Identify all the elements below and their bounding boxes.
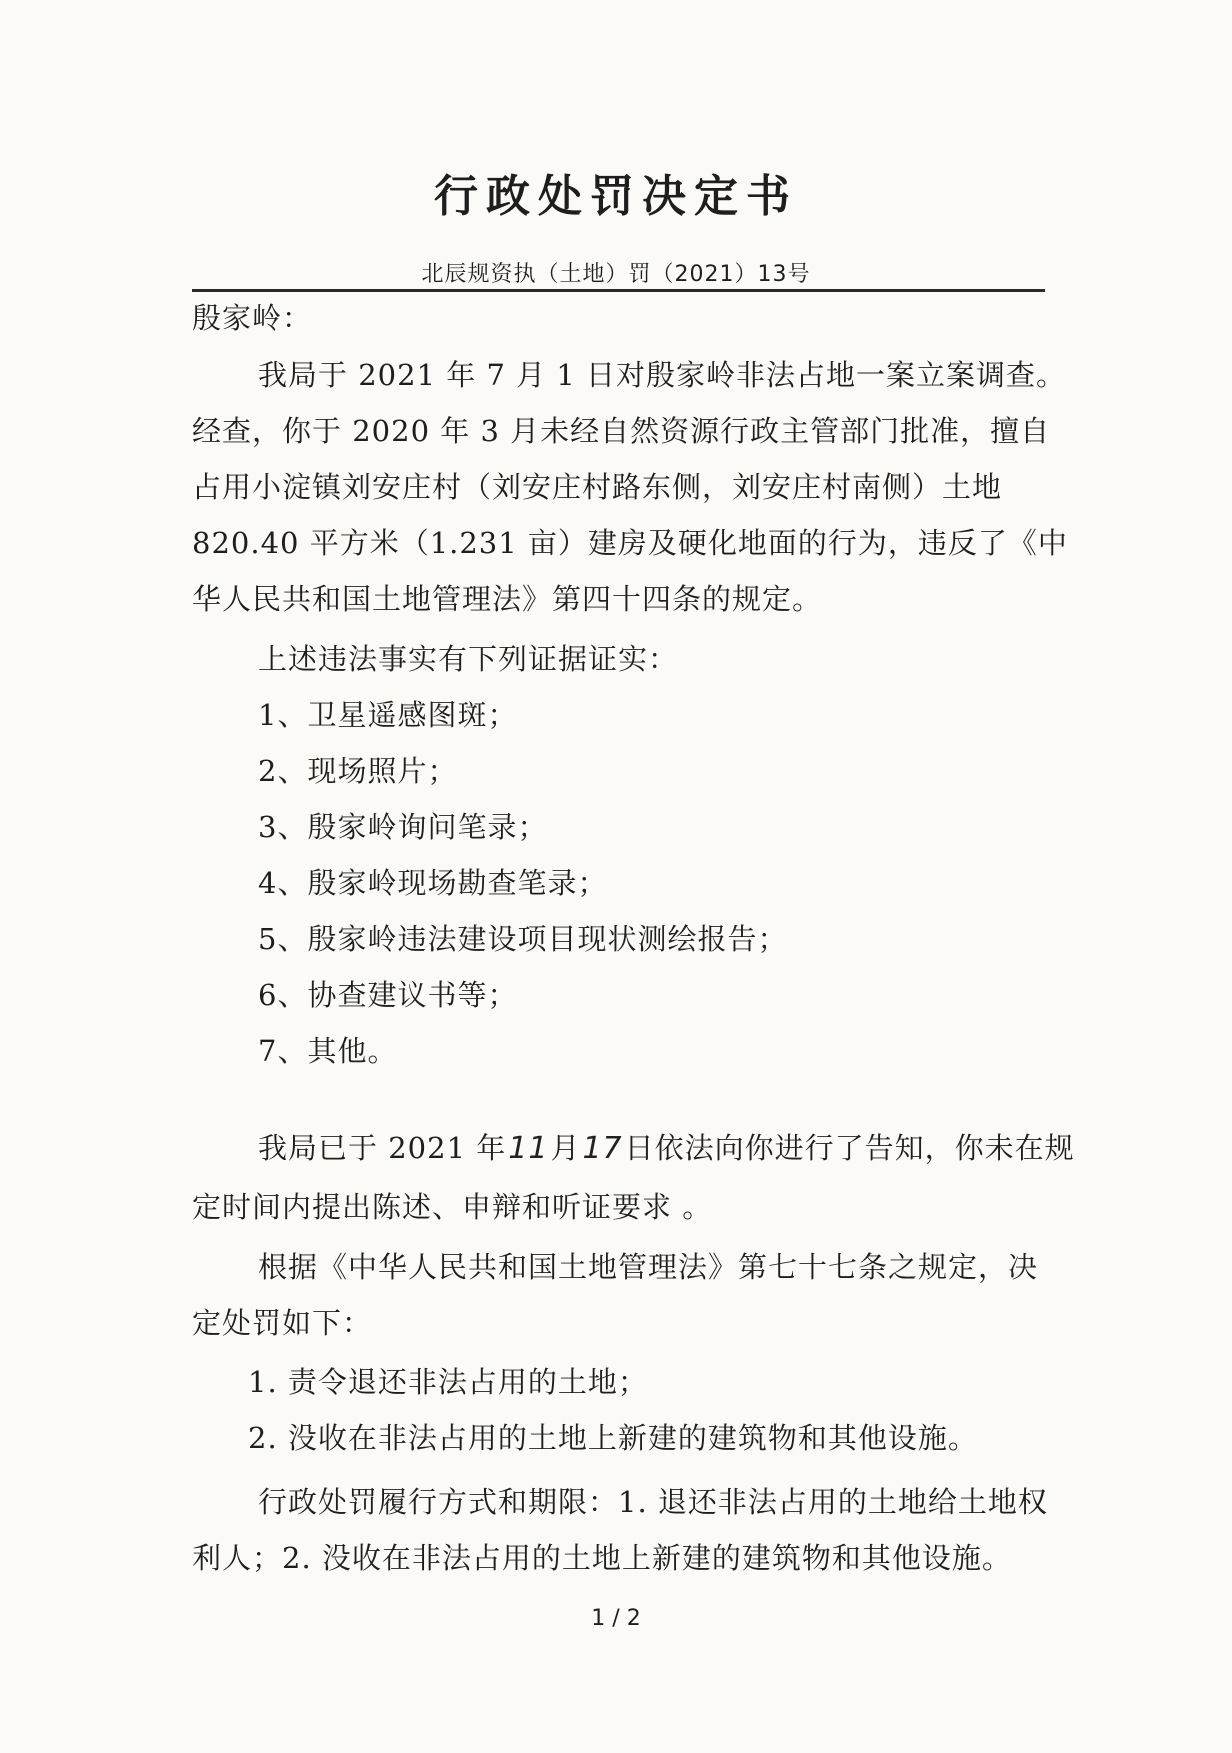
document-number: 北辰规资执（土地）罚（2021）13号: [421, 262, 811, 287]
notice-prefix: 我局已于 2021 年: [258, 1131, 507, 1165]
evidence-item: 6、协查建议书等；: [258, 978, 518, 1012]
evidence-item: 2、现场照片；: [258, 754, 458, 788]
paragraph-line: 经查，你于 2020 年 3 月未经自然资源行政主管部门批准，擅自: [192, 414, 1051, 448]
handwritten-month: 11: [508, 1131, 549, 1166]
notice-suffix: 日依法向你进行了告知，你未在规: [624, 1131, 1075, 1165]
paragraph-line: 华人民共和国土地管理法》第四十四条的规定。: [192, 582, 823, 616]
page-number: 1 / 2: [591, 1606, 641, 1631]
paragraph-line: 占用小淀镇刘安庄村（刘安庄村路东侧，刘安庄村南侧）土地: [192, 470, 1003, 504]
basis-line: 定处罚如下：: [192, 1306, 373, 1340]
notice-mid: 月: [550, 1131, 581, 1165]
evidence-item: 3、殷家岭询问笔录；: [258, 810, 548, 844]
evidence-item: 1、卫星遥感图斑；: [258, 698, 518, 732]
paragraph-line: 820.40 平方米（1.231 亩）建房及硬化地面的行为，违反了《中: [192, 526, 1068, 560]
notice-line: [258, 1130, 1075, 1167]
evidence-item: 4、殷家岭现场勘查笔录；: [258, 866, 608, 900]
penalty-item: 2. 没收在非法占用的土地上新建的建筑物和其他设施。: [248, 1421, 978, 1455]
evidence-intro: 上述违法事实有下列证据证实：: [258, 642, 679, 676]
paragraph-line: 我局于 2021 年 7 月 1 日对殷家岭非法占地一案立案调查。: [258, 358, 1067, 392]
execution-line: 行政处罚履行方式和期限：1. 退还非法占用的土地给土地权: [258, 1485, 1048, 1519]
execution-line: 利人；2. 没收在非法占用的土地上新建的建筑物和其他设施。: [192, 1541, 1012, 1575]
evidence-item: 7、其他。: [258, 1034, 398, 1068]
penalty-item: 1. 责令退还非法占用的土地；: [248, 1365, 648, 1399]
basis-line: 根据《中华人民共和国土地管理法》第七十七条之规定，决: [258, 1250, 1039, 1284]
evidence-item: 5、殷家岭违法建设项目现状测绘报告；: [258, 922, 788, 956]
title-divider: [192, 289, 1045, 292]
addressee: 殷家岭：: [192, 301, 313, 335]
notice-line-2: 定时间内提出陈述、申辩和听证要求 。: [192, 1190, 713, 1224]
handwritten-day: 17: [582, 1131, 623, 1166]
document-title: 行政处罚决定书: [434, 171, 798, 222]
